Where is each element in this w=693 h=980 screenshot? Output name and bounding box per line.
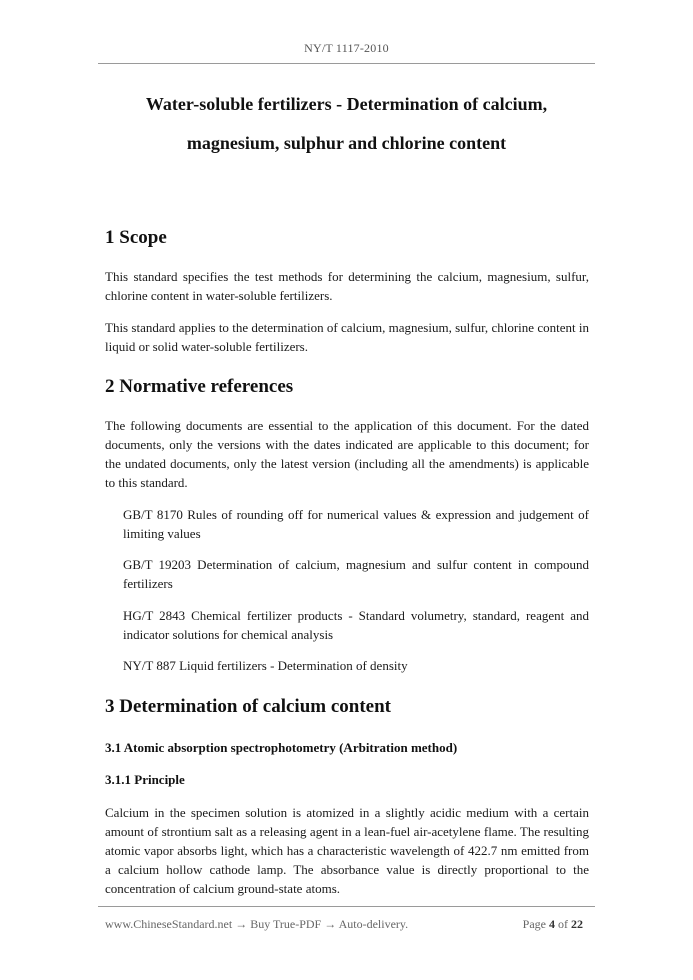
principle-paragraph: Calcium in the specimen solution is atomized in a slightly acidic medium with a certain amount of strontium salt as a releasing agent in a lean-fuel air-acetylene flame. The resulting atomic vapor absorbs light, which has a characteristic wavelength of 422.7 nm emitted from a calcium hollow cathode lamp. The absorbance value is directly proportional to the concentration of calcium ground-state atoms. <box>105 805 589 896</box>
reference-item: NY/T 887 Liquid fertilizers - Determination of density <box>123 658 408 673</box>
current-page-number: 4 <box>549 917 555 931</box>
section-1-paragraph-1: This standard specifies the test methods for determining the calcium, magnesium, sulfur, chlorine content in water-soluble fertilizers. <box>105 269 589 303</box>
subsection-3-1-1-heading: 3.1.1 Principle <box>105 772 185 787</box>
reference-item: GB/T 19203 Determination of calcium, magnesium and sulfur content in compound fertilizers <box>123 557 589 591</box>
header-doc-code: NY/T 1117-2010 <box>304 41 389 55</box>
header-divider <box>98 63 595 64</box>
page-label: Page <box>522 917 546 931</box>
footer-divider <box>98 906 595 907</box>
section-3-heading: 3 Determination of calcium content <box>105 696 391 717</box>
auto-delivery-text: Auto-delivery. <box>338 917 409 931</box>
document-title <box>90 85 603 163</box>
document-title-line-1: Water-soluble fertilizers - Determination of calcium, <box>145 94 548 114</box>
arrow-right-icon: → <box>235 917 248 931</box>
section-2-heading: 2 Normative references <box>105 376 294 397</box>
total-page-count: 22 <box>571 917 583 931</box>
website-link[interactable]: www.ChineseStandard.net <box>105 917 233 931</box>
section-1-paragraph-2: This standard applies to the determination of calcium, magnesium, sulfur, chlorine content in liquid or solid water-soluble fertilizers. <box>105 320 589 354</box>
subsection-3-1-heading: 3.1 Atomic absorption spectrophotometry (Arbitration method) <box>105 740 458 755</box>
arrow-right-icon: → <box>324 917 337 931</box>
footer-links <box>105 917 408 932</box>
document-title-line-2: magnesium, sulphur and chlorine content <box>186 133 507 153</box>
of-label: of <box>558 917 568 931</box>
section-1-heading: 1 Scope <box>105 227 167 248</box>
reference-item: GB/T 8170 Rules of rounding off for numerical values & expression and judgement of limiting values <box>123 507 589 541</box>
section-2-intro: The following documents are essential to the application of this document. For the dated documents, only the versions with the dates indicated are applicable to this document; for the undated documents, only the latest version (including all the amendments) is applicable to this standard. <box>105 418 589 490</box>
page-number <box>523 917 583 932</box>
buy-true-pdf-text: Buy True-PDF <box>250 917 322 931</box>
reference-item: HG/T 2843 Chemical fertilizer products - Standard volumetry, standard, reagent and indicator solutions for chemical analysis <box>123 608 589 642</box>
